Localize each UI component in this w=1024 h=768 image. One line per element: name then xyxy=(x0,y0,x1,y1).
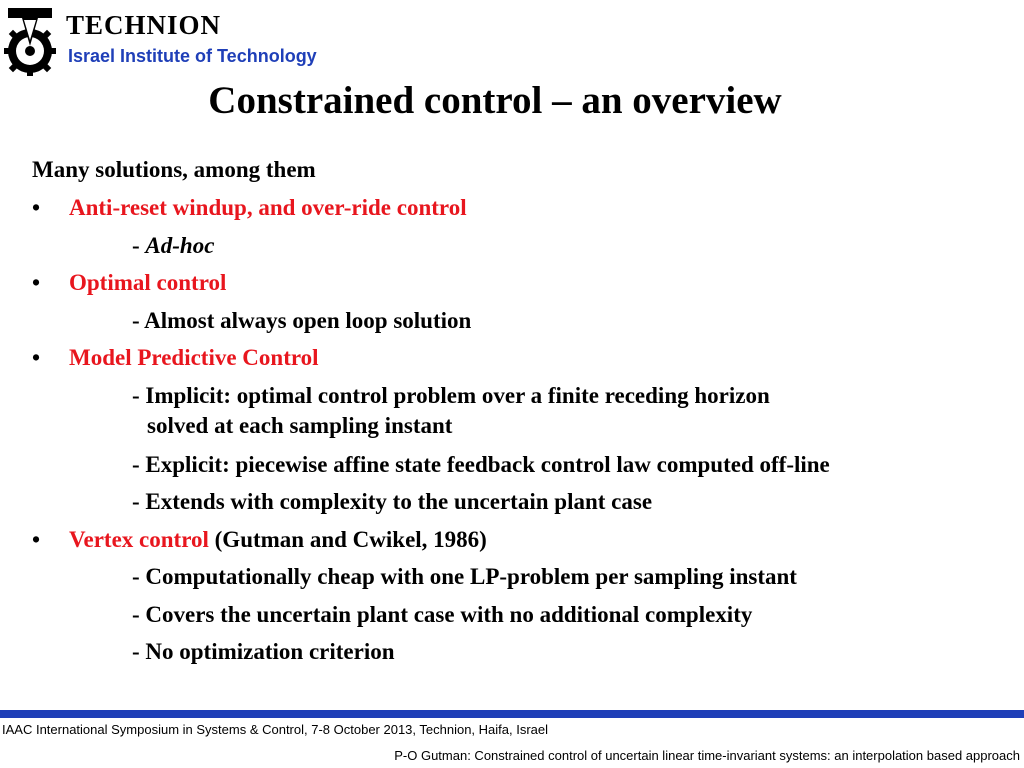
bullet-mark: • xyxy=(32,345,41,370)
footer-author-title: P-O Gutman: Constrained control of uncertain linear time-invariant systems: an interpolation based approach xyxy=(394,748,1020,763)
bullet-mark: • xyxy=(32,527,41,552)
logo-subtitle: Israel Institute of Technology xyxy=(68,46,317,66)
technion-emblem-icon xyxy=(4,6,56,76)
bullet-mark: • xyxy=(32,195,41,220)
sub-item-lp-problem: - Computationally cheap with one LP-problem per sampling instant xyxy=(132,564,797,589)
sub-item-uncertain-plant: - Covers the uncertain plant case with no additional complexity xyxy=(132,602,753,627)
sub-item-no-criterion: - No optimization criterion xyxy=(132,639,395,664)
sub-item-explicit: - Explicit: piecewise affine state feedback control law computed off-line xyxy=(132,452,830,477)
logo-name: TECHNION xyxy=(66,10,222,40)
sub-item-open-loop: - Almost always open loop solution xyxy=(132,308,472,333)
bullet-item-mpc: Model Predictive Control xyxy=(69,345,319,370)
bullet-item-optimal-control: Optimal control xyxy=(69,270,227,295)
footer-conference: IAAC International Symposium in Systems & Control, 7-8 October 2013, Technion, Haifa, Israel xyxy=(2,722,549,737)
sub-item-implicit-continuation: solved at each sampling instant xyxy=(147,413,453,438)
bullet-item-anti-reset-windup: Anti-reset windup, and over-ride control xyxy=(69,195,467,220)
bullet-mark: • xyxy=(32,270,41,295)
bullet-item-vertex-control: Vertex control (Gutman and Cwikel, 1986) xyxy=(69,527,487,552)
sub-item-extends: - Extends with complexity to the uncertain plant case xyxy=(132,489,653,514)
sub-item-implicit: - Implicit: optimal control problem over a finite receding horizon xyxy=(132,383,770,408)
slide-title: Constrained control – an overview xyxy=(208,79,782,122)
sub-item-ad-hoc: - Ad-hoc xyxy=(132,233,215,258)
intro-text: Many solutions, among them xyxy=(32,157,316,182)
footer-divider xyxy=(0,710,1024,718)
